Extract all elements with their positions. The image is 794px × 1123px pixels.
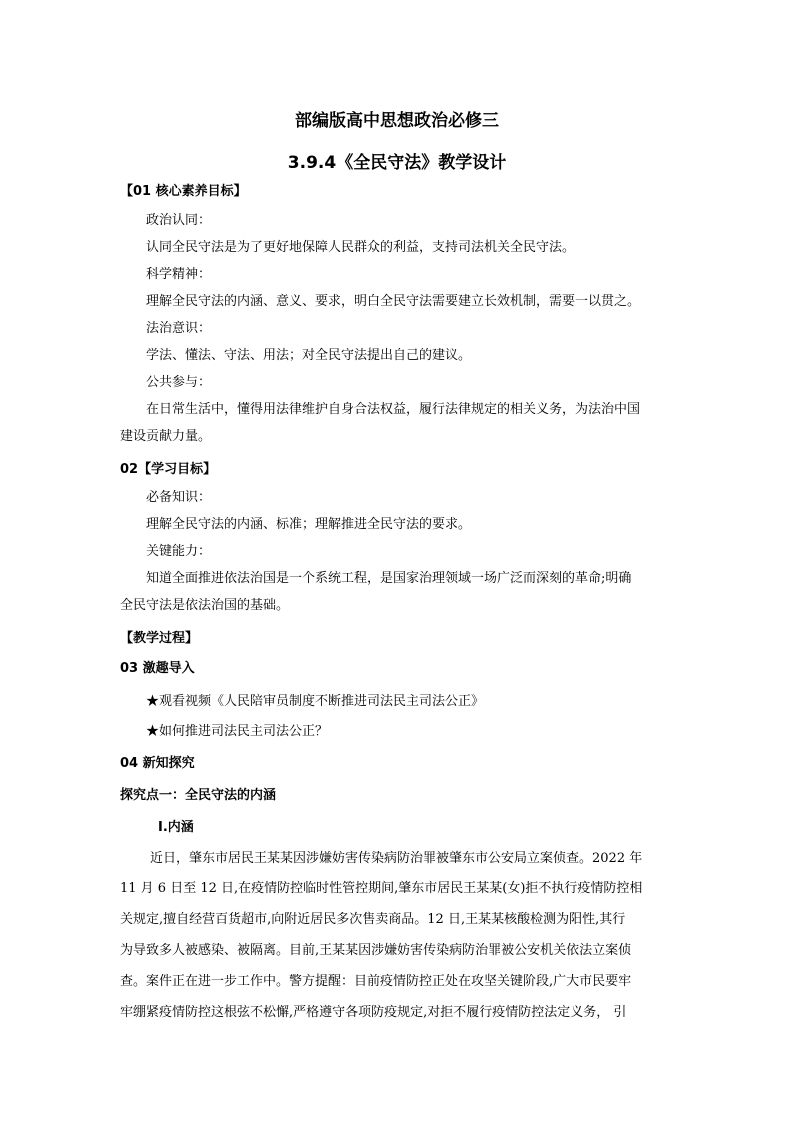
section3-heading: 【教学过程】 [120,631,199,646]
learn-text-ability-2: 全民守法是依法治国的基础。 [120,598,290,613]
goal-label-science: 科学精神： [146,267,212,282]
case-paragraph-line-3: 关规定,擅自经营百货超市,向附近居民多次售卖商品。12 日,王某某核酸检测为阳性,其行 [120,912,626,927]
star-item-question: ★如何推进司法民主司法公正？ [146,724,329,739]
learn-label-ability: 关键能力： [146,544,212,559]
goal-text-science: 理解全民守法的内涵、意义、要求，明白全民守法需要建立长效机制，需要一以贯之。 [146,294,641,309]
goal-label-political: 政治认同： [146,213,212,228]
section2-heading: 02【学习目标】 [120,462,217,477]
goal-text-public-2: 建设贡献力量。 [120,429,212,444]
goal-label-law: 法治意识： [146,321,212,336]
section3-subheading: 03 激趣导入 [120,661,195,676]
case-paragraph-line-6: 牢绷紧疫情防控这根弦不松懈,严格遵守各项防疫规定,对拒不履行疫情防控法定义务， 引 [120,1005,627,1020]
doc-title-line2: 3.9.4《全民守法》教学设计 [287,153,507,173]
doc-title-line1: 部编版高中思想政治必修三 [295,111,499,131]
goal-label-public: 公共参与： [146,375,212,390]
section1-heading: 【01 核心素养目标】 [120,184,247,199]
case-paragraph-line-5: 查。案件正在进一步工作中。警方提醒：目前疫情防控正处在攻坚关键阶段,广大市民要牢 [120,974,632,989]
learn-text-knowledge: 理解全民守法的内涵、标准；理解推进全民守法的要求。 [146,517,472,532]
explore-point-heading: 探究点一：全民守法的内涵 [120,788,277,803]
learn-text-ability-1: 知道全面推进依法治国是一个系统工程，是国家治理领域一场广泛而深刻的革命;明确 [146,571,632,586]
section4-heading: 04 新知探究 [120,756,195,771]
goal-text-political: 认同全民守法是为了更好地保障人民群众的利益，支持司法机关全民守法。 [146,240,576,255]
learn-label-knowledge: 必备知识： [146,490,212,505]
sub-item-heading: Ⅰ.内涵 [158,820,194,835]
goal-text-law: 学法、懂法、守法、用法；对全民守法提出自己的建议。 [146,348,472,363]
case-paragraph-line-2: 11 月 6 日至 12 日,在疫情防控临时性管控期间,肇东市居民王某某(女)拒不执行疫情防控相 [120,881,643,896]
case-paragraph-line-1: 近日，肇东市居民王某某因涉嫌妨害传染病防治罪被肇东市公安局立案侦查。2022 年 [150,851,643,866]
star-item-video: ★观看视频《人民陪审员制度不断推进司法民主司法公正》 [146,694,485,709]
goal-text-public-1: 在日常生活中，懂得用法律维护自身合法权益，履行法律规定的相关义务，为法治中国 [146,402,641,417]
case-paragraph-line-4: 为导致多人被感染、被隔离。目前,王某某因涉嫌妨害传染病防治罪被公安机关依法立案侦 [120,943,632,958]
